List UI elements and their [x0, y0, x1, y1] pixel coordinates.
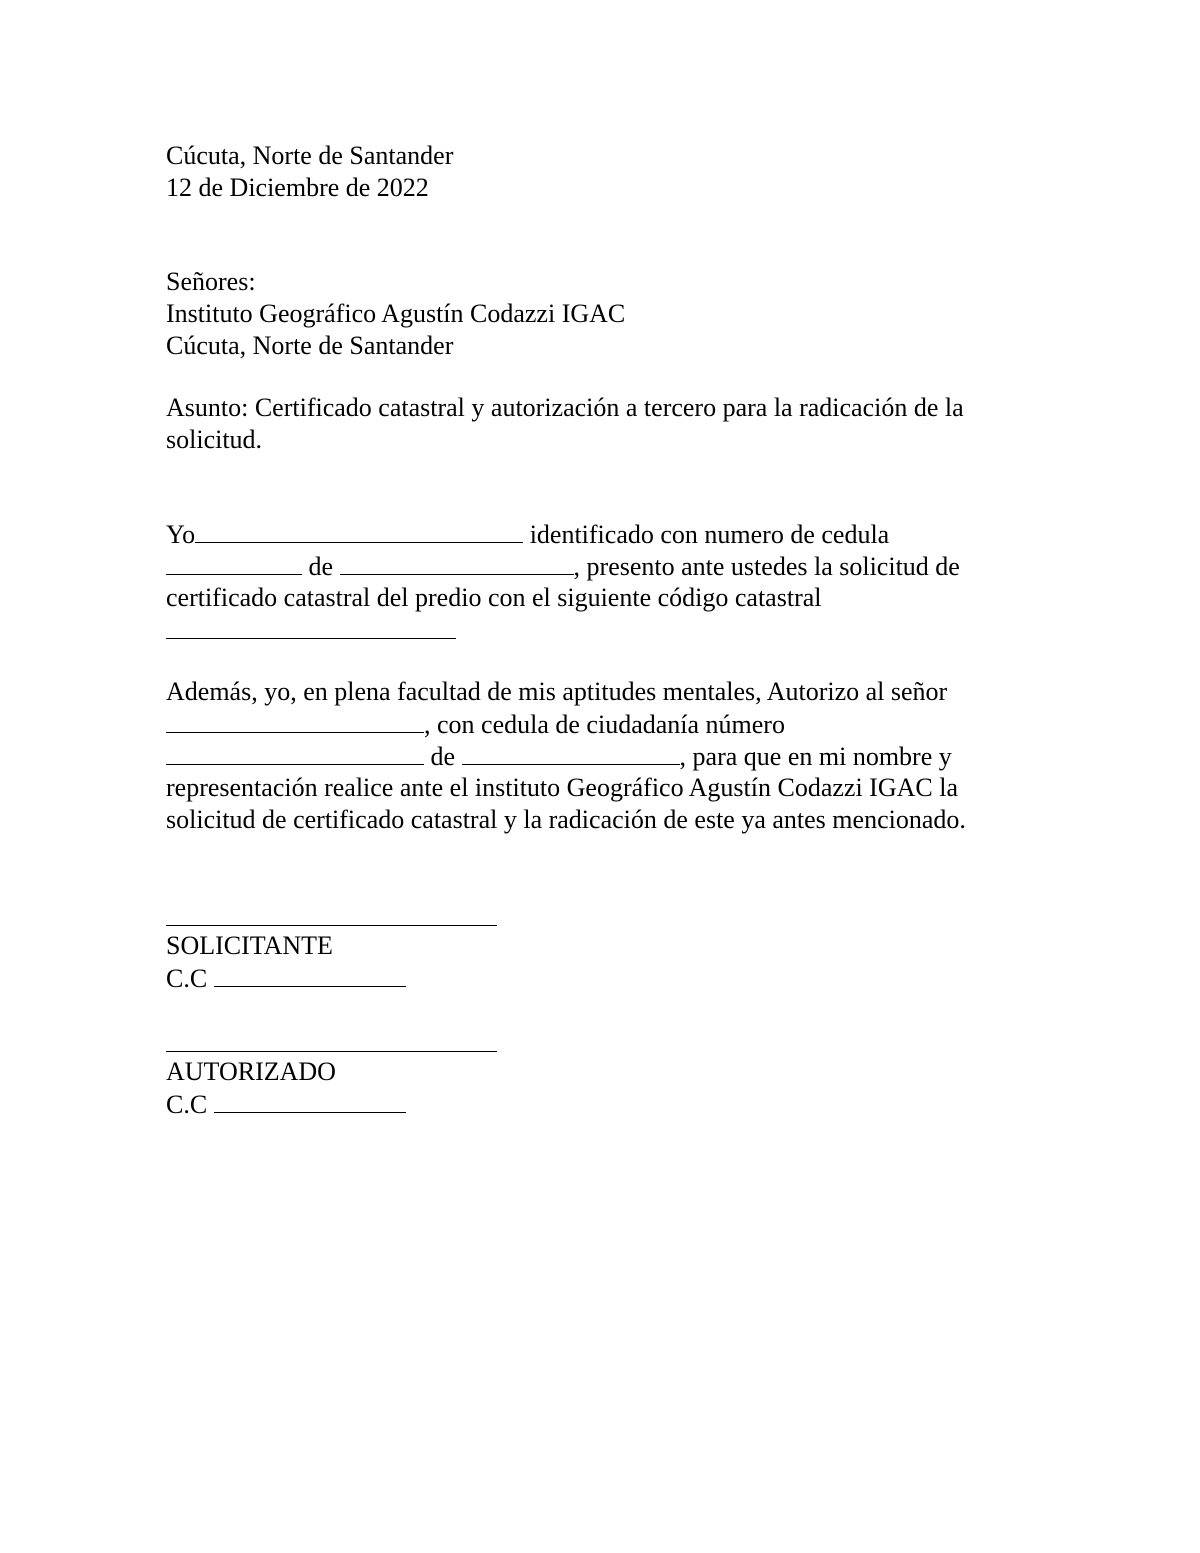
name-blank — [195, 518, 523, 543]
paragraph2-line-2 — [166, 708, 785, 741]
paragraph1-line-4 — [166, 614, 456, 647]
header-date: 12 de Diciembre de 2022 — [166, 173, 429, 202]
applicant-signature-line — [166, 925, 497, 926]
paragraph1-line-2 — [166, 550, 960, 583]
recipient-institution: Instituto Geográfico Agustín Codazzi IGAC — [166, 299, 626, 328]
de-text: de — [302, 552, 340, 581]
city-blank — [340, 550, 574, 575]
subject-line-1: Asunto: Certificado catastral y autorización a tercero para la radicación de la — [166, 393, 964, 422]
recipient-city: Cúcuta, Norte de Santander — [166, 331, 454, 360]
de-text-2: de — [424, 742, 462, 771]
subject-line-2: solicitud. — [166, 425, 263, 454]
paragraph2-line-3 — [166, 740, 952, 773]
paragraph2-line-1: Además, yo, en plena facultad de mis aptitudes mentales, Autorizo al señor — [166, 677, 948, 706]
applicant-label: SOLICITANTE — [166, 931, 333, 960]
cedula-blank — [166, 550, 302, 575]
applicant-cc-line — [166, 962, 406, 995]
presento-text: , presento ante ustedes la solicitud de — [573, 552, 960, 581]
para-que-text: , para que en mi nombre y — [679, 742, 952, 771]
paragraph1-line-3: certificado catastral del predio con el siguiente código catastral — [166, 583, 822, 612]
recipient-salutation: Señores: — [166, 267, 256, 296]
applicant-cc-blank — [214, 962, 406, 987]
con-cedula-text: , con cedula de ciudadanía número — [424, 710, 785, 739]
authorized-cc-label: C.C — [166, 1090, 214, 1119]
applicant-cc-label: C.C — [166, 964, 214, 993]
authorized-cedula-blank — [166, 740, 424, 765]
authorized-label: AUTORIZADO — [166, 1057, 336, 1086]
yo-text: Yo — [166, 520, 196, 549]
paragraph2-line-5: solicitud de certificado catastral y la radicación de este ya antes mencionado. — [166, 805, 966, 834]
authorized-name-blank — [166, 708, 424, 733]
authorized-cc-line — [166, 1088, 406, 1121]
authorized-signature-line — [166, 1051, 497, 1052]
paragraph1-line-1 — [166, 518, 889, 551]
header-city: Cúcuta, Norte de Santander — [166, 141, 454, 170]
cadastral-code-blank — [166, 614, 456, 639]
authorized-cc-blank — [214, 1088, 406, 1113]
paragraph2-line-4: representación realice ante el instituto Geográfico Agustín Codazzi IGAC la — [166, 773, 958, 802]
authorized-city-blank — [462, 740, 680, 765]
identificado-text: identificado con numero de cedula — [523, 520, 890, 549]
